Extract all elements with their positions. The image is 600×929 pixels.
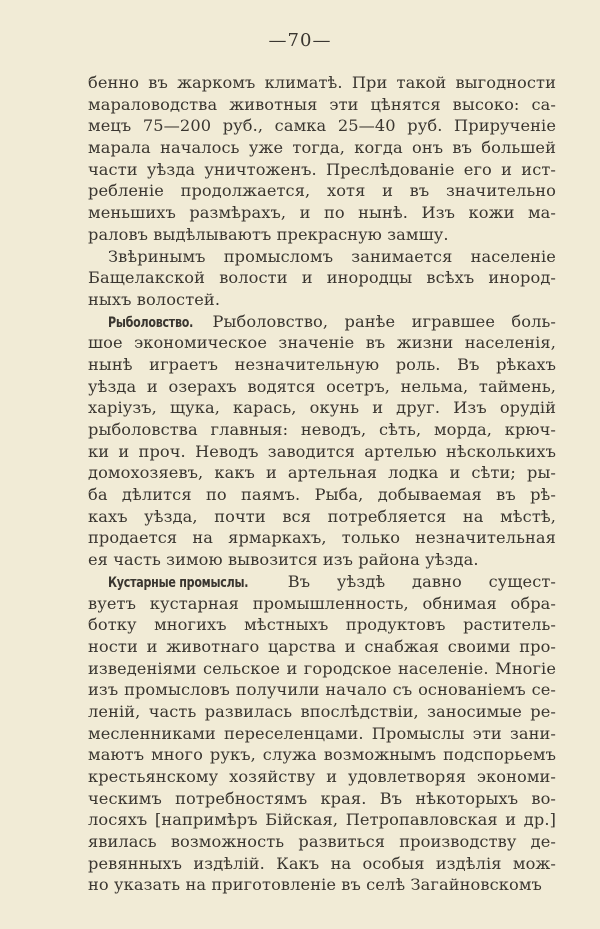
text-line [88,788,556,810]
text-line [88,506,556,528]
line-text: ребленіе продолжается, хотя и въ значительно [88,181,556,201]
line-text: лосяхъ [напримѣръ Бійская, Петропавловская и др.] [88,810,556,830]
text-line [88,267,556,289]
line-text: изъ промысловъ получили начало съ основаніемъ се- [88,680,556,700]
line-text: бенно въ жаркомъ климатѣ. При такой выгодности [88,73,556,92]
line-text: мецъ 75—200 руб., самка 25—40 руб. Прирученіе [88,116,556,136]
line-text: вуетъ кустарная промышленность, обнимая обра- [88,593,556,613]
line-text: ботку многихъ мѣстныхъ продуктовъ раститель- [88,615,556,635]
text-line [88,311,556,333]
line-text: маютъ много рукъ, служа возможнымъ подспорьемъ [88,745,556,765]
text-line [88,809,556,831]
text-line [88,831,556,853]
line-text: рыболовства главныя: неводъ, сѣть, морда, крюч- [88,420,556,439]
text-line [88,376,556,398]
page-body-text [88,72,556,896]
text-line [88,853,556,875]
text-line [88,354,556,376]
text-line [88,332,556,354]
line-text: меньшихъ размѣрахъ, и по нынѣ. Изъ кожи ма- [88,203,556,223]
line-text: но указать на приготовленіе въ селѣ Загайновскомъ [88,875,542,895]
line-text: Рыболовство, ранѣе игравшее боль- [212,311,556,331]
text-line [88,397,556,419]
text-line [88,419,556,441]
line-text: ныхъ волостей. [88,289,221,309]
line-text: ки и проч. Неводъ заводится артелью нѣсколькихъ [88,441,556,461]
text-line [88,224,556,246]
text-line [88,115,556,137]
text-line [88,159,556,181]
line-text: харіузъ, щука, карась, окунь и друг. Изъ орудій [88,398,556,418]
paragraph [88,571,556,896]
paragraph [88,72,556,246]
text-line [88,246,556,268]
line-text: продается на ярмаркахъ, только незначительная [88,528,556,548]
text-line [88,289,556,311]
line-text: части уѣзда уничтоженъ. Преслѣдованіе его и ист- [88,159,556,179]
line-text: ческимъ потребностямъ края. Въ нѣкоторыхъ во- [88,788,556,808]
line-text: ея часть зимою вывозится изъ района уѣзда. [88,550,479,570]
line-text: леній, часть развилась впослѣдствіи, заносимые ре- [88,701,556,721]
line-text: крестьянскому хозяйству и удовлетворяя экономи- [88,767,556,786]
text-line [88,94,556,116]
text-line [88,701,556,723]
line-text: нынѣ играетъ незначительную роль. Въ рѣкахъ [88,354,556,374]
line-text: ности и животнаго царства и снабжая своими про- [88,636,556,656]
text-line [88,441,556,463]
section-heading: Рыболовство. [108,314,194,331]
text-line [88,137,556,159]
text-line [88,636,556,658]
line-text: домохозяевъ, какъ и артельная лодка и сѣти; ры- [88,463,556,483]
line-text: Въ уѣздѣ давно сущест- [287,571,556,591]
text-line [88,484,556,506]
text-line [88,180,556,202]
line-text: уѣзда и озерахъ водятся осетръ, нельма, таймень, [88,376,556,396]
line-text: месленниками переселенцами. Промыслы эти зани- [88,723,556,743]
paragraph [88,246,556,311]
line-text: кахъ уѣзда, почти вся потребляется на мѣстѣ, [88,506,556,526]
line-text: явилась возможность развиться производству де- [88,832,556,852]
text-line [88,766,556,788]
line-text: марала началось уже тогда, когда онъ въ большей [88,138,556,158]
section-heading: Кустарные промыслы. [108,574,249,591]
text-line [88,571,556,593]
line-text: шое экономическое значеніе въ жизни населенія, [88,333,556,353]
line-text: Бащелакской волости и инородцы всѣхъ инород- [88,268,556,288]
text-line [88,723,556,745]
text-line [88,593,556,615]
line-text: изведеніями сельское и городское населеніе. Многіе [88,658,556,678]
text-line [88,658,556,680]
text-line [88,462,556,484]
text-line [88,202,556,224]
line-text: ревянныхъ издѣлій. Какъ на особыя издѣлія мож- [88,853,556,873]
line-text: раловъ выдѣлываютъ прекрасную замшу. [88,224,449,244]
text-line [88,527,556,549]
page-number: —70— [268,30,332,51]
text-line [88,744,556,766]
text-line [88,549,556,571]
line-text: мараловодства животныя эти цѣнятся высоко: са- [88,94,556,114]
text-line [88,614,556,636]
line-text: ба дѣлится по паямъ. Рыба, добываемая въ рѣ- [88,485,556,505]
line-text: Звѣринымъ промысломъ занимается населеніе [108,246,556,266]
text-line [88,72,556,94]
text-line [88,679,556,701]
text-line [88,874,556,896]
paragraph [88,311,556,571]
